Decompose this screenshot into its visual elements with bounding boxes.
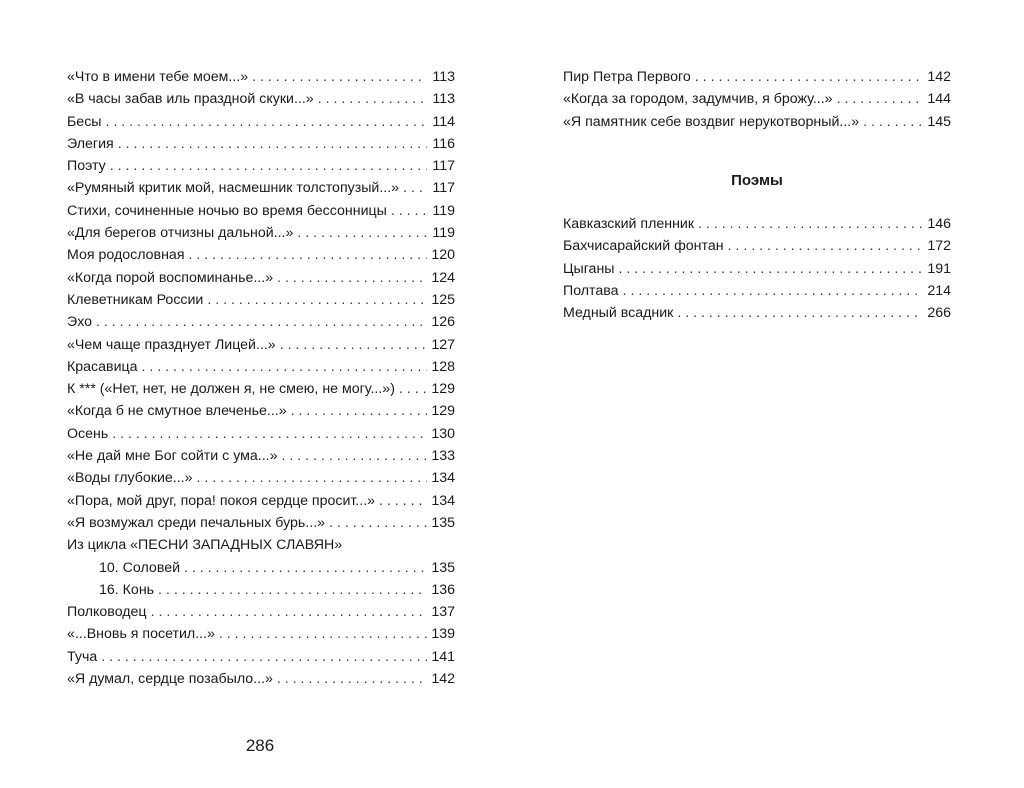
toc-entry-title: «Воды глубокие...» [67, 470, 193, 487]
toc-entry-title: Бахчисарайский фонтан [563, 238, 724, 255]
toc-entry-page: 191 [927, 260, 951, 277]
dot-leader [184, 557, 427, 579]
toc-list-right [563, 66, 951, 133]
toc-entry [67, 512, 455, 534]
dot-leader [151, 601, 427, 623]
toc-entry-title: «Я памятник себе воздвиг нерукотворный...» [563, 113, 860, 130]
toc-entry-title: «В часы забав иль праздной скуки...» [67, 91, 314, 108]
dot-leader [189, 244, 428, 266]
toc-entry-page: 139 [431, 626, 455, 643]
toc-entry [67, 244, 455, 266]
toc-entry [67, 155, 455, 177]
toc-entry [67, 490, 455, 512]
toc-entry-title: Поэту [67, 158, 106, 175]
toc-entry-page: 137 [431, 604, 455, 621]
toc-entry-page: 113 [432, 69, 455, 85]
dot-leader [101, 646, 427, 668]
toc-entry [67, 445, 455, 467]
dot-leader [110, 155, 427, 177]
toc-entry-title: Пир Петра Первого [563, 69, 691, 85]
toc-entry-title: Красавица [67, 358, 138, 375]
dot-leader [391, 200, 427, 222]
dot-leader [96, 311, 427, 333]
toc-entry-page: 116 [432, 135, 455, 152]
toc-entry-title: Клеветникам России [67, 291, 204, 308]
toc-entry [67, 200, 455, 222]
toc-entry [563, 66, 951, 88]
toc-entry-page: 134 [431, 470, 455, 487]
dot-leader [677, 302, 923, 324]
dot-leader [280, 334, 427, 356]
dot-leader [695, 66, 923, 88]
dot-leader [277, 668, 427, 690]
section-title-poems: Поэмы [731, 172, 783, 189]
dot-leader [698, 213, 923, 235]
toc-entry-title: «Когда б не смутное влеченье...» [67, 403, 287, 420]
dot-leader [277, 267, 427, 289]
toc-entry-page: 130 [431, 425, 455, 442]
toc-entry-title: «Для берегов отчизны дальной...» [67, 225, 294, 242]
toc-entry-page: 117 [432, 180, 455, 197]
toc-list-cycle [67, 557, 455, 602]
toc-entry-title: 10. Соловей [99, 559, 181, 576]
dot-leader [618, 258, 923, 280]
toc-entry-title: Полтава [563, 282, 619, 299]
dot-leader [207, 289, 427, 311]
toc-entry-title: Медный всадник [563, 305, 674, 322]
dot-leader [379, 490, 427, 512]
toc-entry-page: 172 [927, 238, 951, 255]
toc-entry [563, 88, 951, 110]
toc-entry-page: 124 [431, 269, 455, 286]
toc-entry-title: Бесы [67, 113, 102, 130]
toc-entry-page: 119 [432, 202, 455, 219]
toc-right-column [563, 66, 951, 133]
toc-entry-page: 128 [431, 358, 455, 375]
toc-entry-page: 114 [432, 113, 455, 130]
toc-entry-title: «Пора, мой друг, пора! покоя сердце просит...» [67, 492, 376, 509]
toc-entry-page: 134 [431, 492, 455, 509]
toc-left-column [67, 66, 455, 690]
toc-entry-page: 133 [431, 448, 455, 465]
toc-entry [67, 423, 455, 445]
toc-entry [67, 579, 455, 601]
toc-entry [67, 66, 455, 88]
dot-leader [252, 66, 427, 88]
toc-entry-title: «Румяный критик мой, насмешник толстопузый...» [67, 180, 400, 197]
toc-entry-page: 129 [431, 381, 455, 398]
toc-entry-page: 144 [927, 91, 951, 108]
toc-entry [67, 289, 455, 311]
toc-entry-page: 129 [431, 403, 455, 420]
dot-leader [297, 222, 427, 244]
toc-entry-title: 16. Конь [99, 581, 155, 598]
toc-entry [67, 668, 455, 690]
toc-entry-page: 136 [431, 581, 455, 598]
cycle-heading: Из цикла «ПЕСНИ ЗАПАДНЫХ СЛАВЯН» [67, 537, 343, 554]
toc-entry-title: «Не дай мне Бог сойти с ума...» [67, 448, 278, 465]
toc-entry-page: 145 [927, 113, 951, 130]
toc-entry-title: «Я возмужал среди печальных бурь...» [67, 514, 326, 531]
toc-list-poems [563, 213, 951, 324]
toc-entry-title: Эхо [67, 314, 93, 331]
dot-leader [329, 512, 427, 534]
toc-entry [67, 267, 455, 289]
toc-entry-title: «Когда за городом, задумчив, я брожу...» [563, 91, 833, 108]
dot-leader [282, 445, 427, 467]
toc-entry [563, 213, 951, 235]
toc-entry-title: «Когда порой воспоминанье...» [67, 269, 274, 286]
dot-leader [142, 356, 427, 378]
page-number: 286 [245, 736, 275, 755]
toc-entry-title: Туча [67, 648, 98, 665]
dot-leader [219, 623, 427, 645]
toc-entry [67, 111, 455, 133]
toc-entry-title: Элегия [67, 135, 114, 152]
toc-entry-title: Осень [67, 425, 109, 442]
toc-entry-page: 119 [432, 225, 455, 242]
toc-entry-title: Цыганы [563, 260, 615, 277]
toc-entry-page: 127 [431, 336, 455, 353]
toc-entry-page: 266 [927, 305, 951, 322]
toc-entry [67, 557, 455, 579]
toc-entry-page: 135 [431, 514, 455, 531]
toc-entry-page: 125 [431, 291, 455, 308]
toc-entry-title: Моя родословная [67, 247, 185, 264]
toc-entry-title: «...Вновь я посетил...» [67, 626, 215, 643]
toc-entry [67, 378, 455, 400]
toc-entry [563, 302, 951, 324]
toc-entry [67, 334, 455, 356]
toc-poems-column [563, 213, 951, 324]
toc-entry [563, 258, 951, 280]
toc-entry-page: 126 [431, 314, 455, 331]
toc-entry [67, 400, 455, 422]
toc-entry-page: 214 [927, 282, 951, 299]
toc-entry-title: К *** («Нет, нет, не должен я, не смею, не могу...») [67, 381, 395, 398]
toc-entry-page: 117 [432, 158, 455, 175]
dot-leader [158, 579, 427, 601]
toc-entry-title: «Я думал, сердце позабыло...» [67, 671, 273, 688]
dot-leader [623, 280, 923, 302]
toc-entry-page: 142 [431, 671, 455, 688]
dot-leader [197, 467, 428, 489]
dot-leader [728, 235, 923, 257]
toc-entry [67, 133, 455, 155]
toc-entry [67, 467, 455, 489]
toc-entry [67, 623, 455, 645]
dot-leader [318, 88, 427, 110]
toc-list-top [67, 66, 455, 534]
toc-entry-page: 146 [927, 216, 951, 232]
toc-entry-title: Стихи, сочиненные ночью во время бессонницы [67, 202, 387, 219]
toc-entry [563, 235, 951, 257]
toc-entry-title: Полководец [67, 604, 147, 621]
dot-leader [837, 88, 923, 110]
dot-leader [399, 378, 427, 400]
toc-entry-page: 135 [431, 559, 455, 576]
toc-entry [563, 280, 951, 302]
toc-entry-title: «Чем чаще празднует Лицей...» [67, 336, 276, 353]
toc-entry [563, 111, 951, 133]
dot-leader [291, 400, 427, 422]
dot-leader [863, 111, 923, 133]
dot-leader [106, 111, 428, 133]
toc-list-bottom [67, 601, 455, 690]
toc-entry-page: 120 [431, 247, 455, 264]
toc-entry-page: 141 [431, 648, 455, 665]
toc-entry-page: 113 [432, 91, 455, 108]
toc-entry-title: Кавказский пленник [563, 216, 695, 232]
toc-entry [67, 601, 455, 623]
dot-leader [118, 133, 427, 155]
toc-entry [67, 356, 455, 378]
toc-entry [67, 222, 455, 244]
toc-entry [67, 177, 455, 199]
toc-entry [67, 88, 455, 110]
dot-leader [112, 423, 427, 445]
toc-entry-page: 142 [927, 69, 951, 85]
toc-entry [67, 646, 455, 668]
dot-leader [403, 177, 427, 199]
toc-entry [67, 311, 455, 333]
toc-entry-title: «Что в имени тебе моем...» [67, 69, 249, 85]
